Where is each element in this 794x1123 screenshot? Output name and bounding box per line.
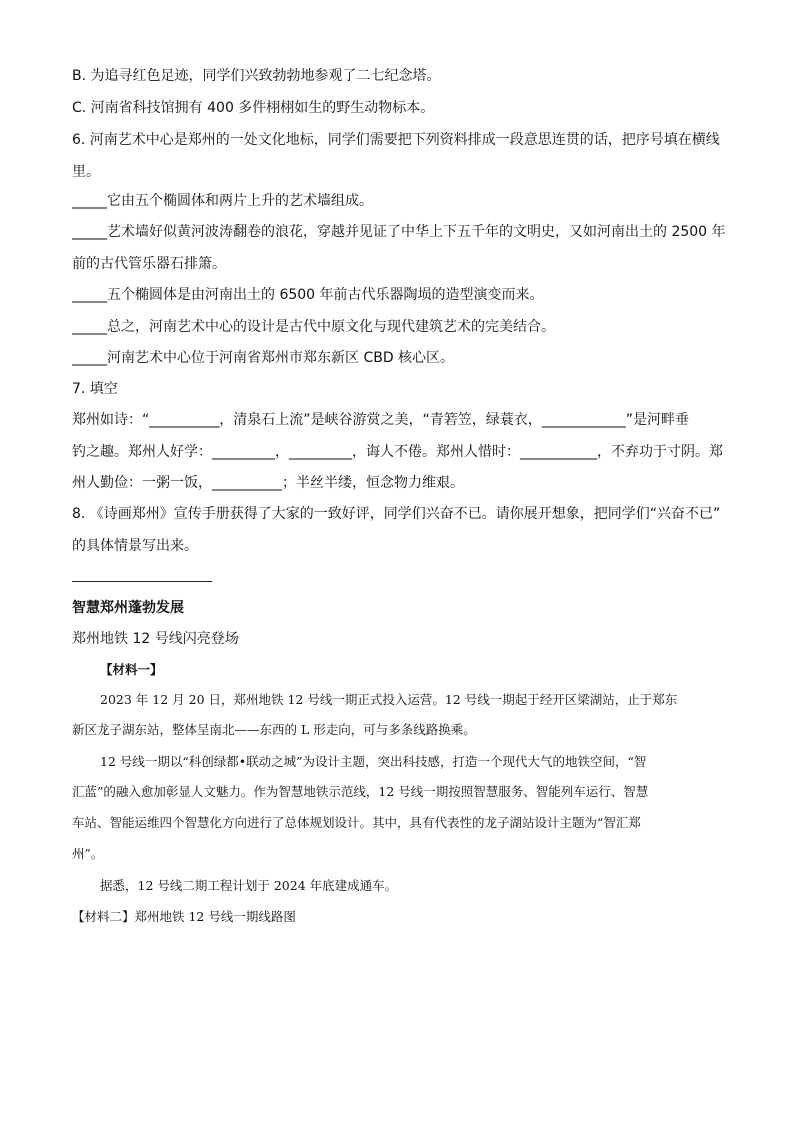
option-c-text: C. 河南省科技馆拥有 400 多件栩栩如生的野生动物标本。 (72, 100, 435, 116)
material-1-paragraph-2-line-4: 州”。 (72, 846, 104, 861)
option-b-text: B. 为追寻红色足迹，同学们兴致勃勃地参观了二七纪念塔。 (72, 68, 441, 84)
sentence-blank-2: _____艺术墙好似黄河波涛翻卷的浪花，穿越并见证了中华上下五千年的文明史，又如河南出土的 2500 年 (72, 224, 726, 240)
question-8-prompt: 8. 《诗画郑州》宣传手册获得了大家的一致好评，同学们兴奋不已。请你展开想象，把同学们“兴奋不已” (72, 506, 721, 522)
material-1-paragraph-2-line-3: 车站、智能运维四个智慧化方向进行了总体规划设计。其中，具有代表性的龙子湖站设计主题为“智汇郑 (72, 815, 641, 830)
question-6-prompt: 6. 河南艺术中心是郑州的一处文化地标，同学们需要把下列资料排成一段意思连贯的话，把序号填在横线 (72, 132, 720, 148)
sentence-blank-1: _____它由五个椭圆体和两片上升的艺术墙组成。 (72, 193, 373, 209)
material-1-paragraph-2: 12 号线一期以“科创绿都•联动之城”为设计主题，突出科技感，打造一个现代大气的地铁空间，“智 (100, 754, 647, 769)
question-7-title: 7. 填空 (72, 381, 118, 397)
material-1-paragraph-3: 据悉，12 号线二期工程计划于 2024 年底建成通车。 (100, 878, 398, 893)
section-divider (72, 581, 212, 582)
sentence-blank-2-continued: 前的古代管乐器石排箫。 (72, 256, 226, 272)
section-subheading: 郑州地铁 12 号线闪亮登场 (72, 631, 239, 647)
material-1-label: 【材料一】 (100, 662, 163, 677)
question-7-line-1: 郑州如诗：“__________，清泉石上流”是峡谷游赏之美，“青箬笠，绿蓑衣，____________”是河畔垂 (72, 412, 690, 428)
material-1-paragraph-1-continued: 新区龙子湖东站，整体呈南北——东西的 L 形走向，可与多条线路换乘。 (72, 722, 476, 737)
material-1-paragraph-2-line-2: 汇蓝”的融入愈加彰显人文魅力。作为智慧地铁示范线，12 号线一期按照智慧服务、智能列车运行、智慧 (72, 784, 649, 799)
material-1-paragraph-1: 2023 年 12 月 20 日，郑州地铁 12 号线一期正式投入运营。12 号线一期起于经开区梁湖站，止于郑东 (100, 692, 678, 707)
sentence-blank-3: _____五个椭圆体是由河南出土的 6500 年前古代乐器陶埙的造型演变而来。 (72, 287, 544, 303)
question-6-prompt-continued: 里。 (72, 164, 100, 180)
sentence-blank-4: _____总之，河南艺术中心的设计是古代中原文化与现代建筑艺术的完美结合。 (72, 319, 555, 335)
question-7-line-3: 州人勤俭：一粥一饭，__________；半丝半缕，恒念物力维艰。 (72, 475, 464, 491)
material-2-caption: 【材料二】郑州地铁 12 号线一期线路图 (72, 909, 296, 924)
question-7-line-2: 钓之趣。郑州人好学：_________，_________，诲人不倦。郑州人惜时：___________，不弃功于寸阴。郑 (72, 444, 723, 460)
section-heading: 智慧郑州蓬勃发展 (72, 600, 184, 616)
sentence-blank-5: _____河南艺术中心位于河南省郑州市郑东新区 CBD 核心区。 (72, 350, 455, 366)
question-8-prompt-continued: 的具体情景写出来。 (72, 538, 198, 554)
